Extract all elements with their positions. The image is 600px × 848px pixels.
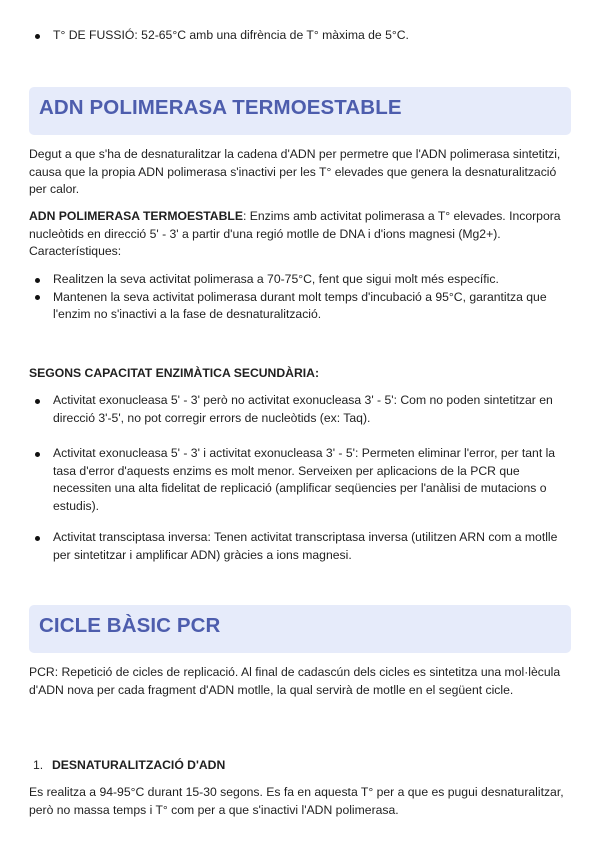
- section-banner-cicle-basic-pcr: [29, 605, 571, 653]
- section-title: CICLE BÀSIC PCR: [39, 614, 221, 637]
- subsection-heading: SEGONS CAPACITAT ENZIMÀTICA SECUNDÀRIA:: [29, 366, 320, 380]
- secondary-activity-list: [29, 529, 559, 564]
- secondary-activity-list: [29, 392, 559, 427]
- definition-paragraph: [29, 208, 569, 261]
- secondary-activity-list: [29, 445, 559, 515]
- step-title: DESNATURALITZACIÓ D'ADN: [52, 758, 226, 772]
- list-item: Activitat exonucleasa 5' - 3' però no activitat exonucleasa 3' - 5': Com no poden sintetitzar en direcció 3'-5', no pot corregir errors de nucleòtids (ex: Taq).: [29, 392, 559, 427]
- list-item: T° DE FUSSIÓ: 52-65°C amb una difrència de T° màxima de 5°C.: [29, 27, 569, 45]
- top-bullet-list: [29, 27, 569, 45]
- list-item: Mantenen la seva activitat polimerasa durant molt temps d'incubació a 95°C, garantitza que l'enzim no s'inactivi a la fase de desnaturalització.: [29, 289, 559, 324]
- step-paragraph: Es realitza a 94-95°C durant 15-30 segons. Es fa en aquesta T° per a que es pugui desnaturalitzar, però no massa temps i T° com per a que s'inactivi l'ADN polimerasa.: [29, 785, 564, 817]
- step-number: 1.: [33, 758, 44, 772]
- definition-term: ADN POLIMERASA TERMOESTABLE: [29, 209, 243, 223]
- list-item: Activitat transciptasa inversa: Tenen activitat transcriptasa inversa (utilitzen ARN com a motlle per sintetitzar i amplificar ADN) gràcies a ions magnesi.: [29, 529, 559, 564]
- section-intro-paragraph: Degut a que s'ha de desnaturalitzar la cadena d'ADN per permetre que l'ADN polimerasa sintetitzi, causa que la propia ADN polimerasa s'inactivi per les T° elevades que genera la desnaturalització per calor.: [29, 147, 561, 197]
- list-item: Activitat exonucleasa 5' - 3' i activitat exonucleasa 3' - 5': Permeten eliminar l'error, per tant la tasa d'error d'aquests enzims es molt menor. Serveixen per aplicacions de la PCR que necessiten una alta fidelitat de replicació (amplificar seqüencies per l'anàlisi de mutacions o estudis).: [29, 445, 559, 515]
- list-item: Realitzen la seva activitat polimerasa a 70-75°C, fent que sigui molt més específic.: [29, 271, 559, 289]
- section-title: ADN POLIMERASA TERMOESTABLE: [39, 96, 402, 119]
- section-banner-adn-polimerasa: [29, 87, 571, 135]
- definition-text: : Enzims amb activitat polimerasa a T° elevades. Incorpora nucleòtids en direcció 5' - 3' a partir d'una regió motlle de DNA i d'ions magnesi (Mg2+). Característiques:: [29, 209, 561, 259]
- section-intro-paragraph: PCR: Repetició de cicles de replicació. Al final de cadascún dels cicles es sintetitza una mol·lècula d'ADN nova per cada fragment d'ADN motlle, la qual servirà de motlle en el següent cicle.: [29, 665, 561, 697]
- characteristics-list: [29, 271, 559, 324]
